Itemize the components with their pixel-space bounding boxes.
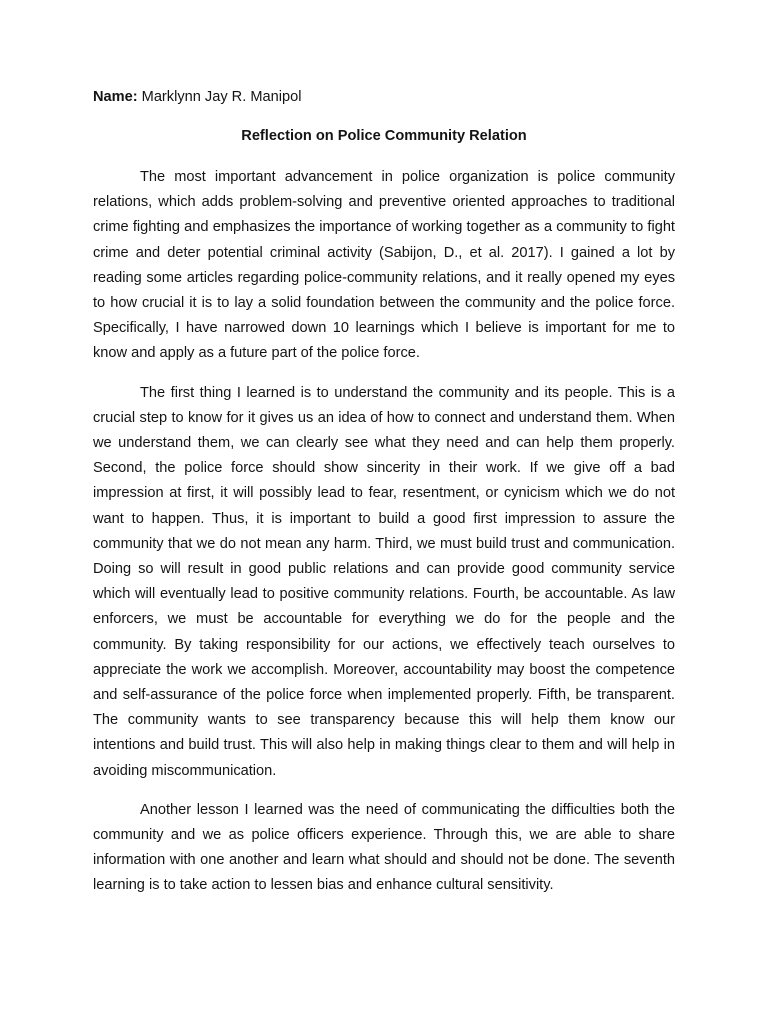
name-label: Name:: [93, 89, 138, 105]
paragraph-communication: Another lesson I learned was the need of communicating the difficulties both the community and we as police officers experience. Through this, we are able to share information with one another and learn what should and should not be done. The seventh learning is to take action to lessen bias and enhance cultural sensitivity.: [93, 801, 675, 894]
document-body: [93, 165, 675, 913]
paragraph-learnings: The first thing I learned is to understand the community and its people. This is a crucial step to know for it gives us an idea of how to connect and understand them. When we understand them, we can clearly see what they need and can help them properly. Second, the police force should show sincerity in their work. If we give off a bad impression at first, it will possibly lead to fear, resentment, or cynicism which we do not want to happen. Thus, it is important to build a good first impression to assure the community that we do not mean any harm. Third, we must build trust and communication. Doing so will result in good public relations and can provide good community service which will eventually lead to positive community relations. Fourth, be accountable. As law enforcers, we must be accountable for everything we do for the people and the community. By taking responsibility for our actions, we effectively teach ourselves to appreciate the work we accomplish. Moreover, accountability may boost the competence and self-assurance of the police force when implemented properly. Fifth, be transparent. The community wants to see transparency because this will help them know our intentions and build trust. This will also help in making things clear to them and will help in avoiding miscommunication.: [93, 384, 675, 779]
paragraph-intro: The most important advancement in police organization is police community relations, which adds problem-solving and preventive oriented approaches to traditional crime fighting and emphasizes the importance of working together as a community to fight crime and deter potential criminal activity (Sabijon, D., et al. 2017). I gained a lot by reading some articles regarding police-community relations, and it really opened my eyes to how crucial it is to lay a solid foundation between the community and the police force. Specifically, I have narrowed down 10 learnings which I believe is important for me to know and apply as a future part of the police force.: [93, 169, 675, 362]
author-name: Marklynn Jay R. Manipol: [137, 89, 302, 105]
author-name-line: [93, 87, 301, 107]
document-title: Reflection on Police Community Relation: [241, 128, 527, 144]
